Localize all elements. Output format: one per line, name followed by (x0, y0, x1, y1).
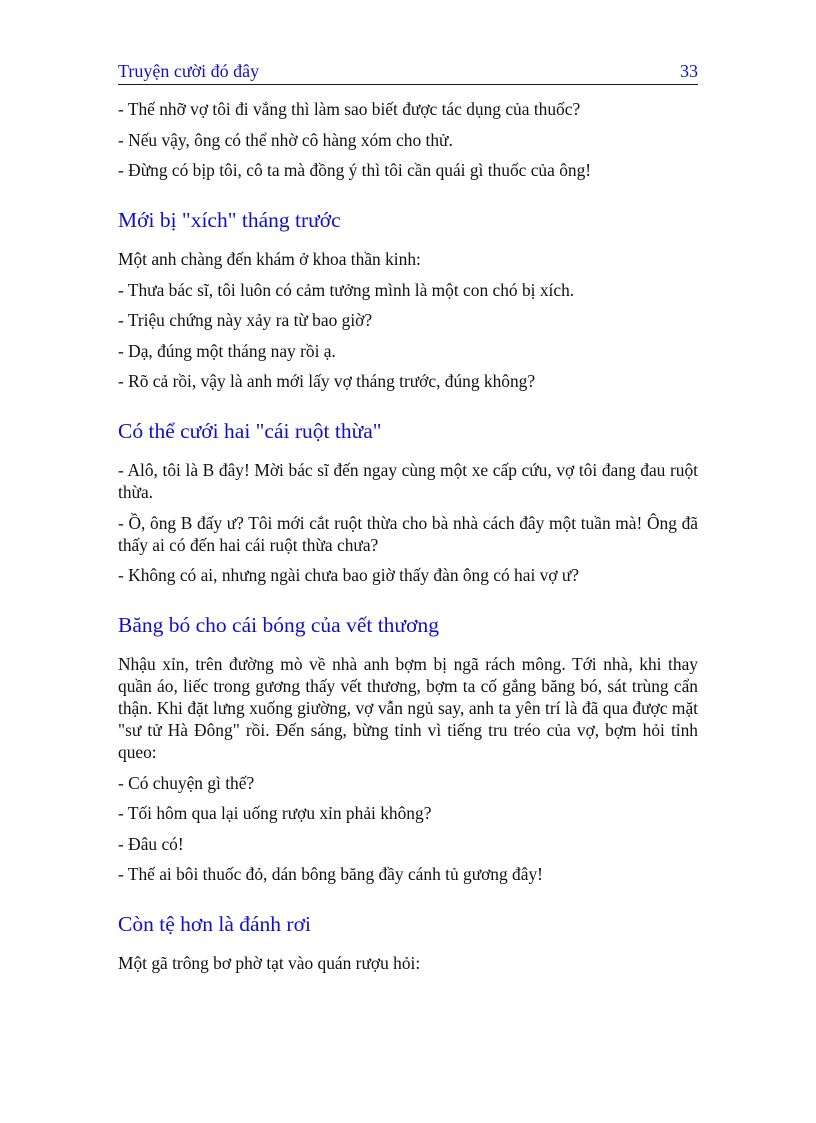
paragraph: - Không có ai, nhưng ngài chưa bao giờ thấy đàn ông có hai vợ ư? (118, 565, 580, 585)
story-title: Còn tệ hơn là đánh rơi (118, 912, 311, 936)
page-header (118, 58, 698, 85)
paragraph: - Ồ, ông B đấy ư? Tôi mới cắt ruột thừa cho bà nhà cách đây một tuần mà! Ông đã thấy ai có đến hai cái ruột thừa chưa? (118, 512, 698, 555)
paragraph: - Dạ, đúng một tháng nay rồi ạ. (118, 340, 336, 361)
story-section (118, 911, 698, 974)
story-title: Có thể cưới hai "cái ruột thừa" (118, 419, 382, 443)
story-continuation (118, 98, 698, 181)
paragraph: - Rõ cả rồi, vậy là anh mới lấy vợ tháng trước, đúng không? (118, 371, 536, 391)
paragraph: - Alô, tôi là B đây! Mời bác sĩ đến ngay cùng một xe cấp cứu, vợ tôi đang đau ruột thừa. (118, 460, 698, 502)
paragraph: - Đừng có bịp tôi, cô ta mà đồng ý thì tôi cần quái gì thuốc của ông! (118, 160, 592, 180)
paragraph: - Tối hôm qua lại uống rượu xỉn phải không? (118, 803, 432, 823)
paragraph: Một anh chàng đến khám ở khoa thần kinh: (118, 249, 421, 269)
story-section (118, 418, 698, 586)
story-title: Băng bó cho cái bóng của vết thương (118, 613, 439, 637)
page-content (118, 98, 698, 983)
paragraph: - Thế ai bôi thuốc đỏ, dán bông băng đầy cánh tủ gương đây! (118, 864, 543, 884)
paragraph: - Triệu chứng này xảy ra từ bao giờ? (118, 310, 373, 330)
paragraph: - Nếu vậy, ông có thể nhờ cô hàng xóm cho thử. (118, 129, 453, 150)
page-number: 33 (680, 60, 698, 81)
paragraph: - Đâu có! (118, 833, 184, 854)
story-section (118, 612, 698, 885)
paragraph: - Có chuyện gì thế? (118, 772, 255, 793)
paragraph: - Thế nhỡ vợ tôi đi vắng thì làm sao biết được tác dụng của thuốc? (118, 99, 581, 119)
paragraph: Một gã trông bơ phờ tạt vào quán rượu hỏi: (118, 953, 421, 973)
story-title: Mới bị "xích" tháng trước (118, 208, 341, 232)
header-title: Truyện cười đó đây (118, 60, 260, 81)
paragraph: - Thưa bác sĩ, tôi luôn có cảm tưởng mình là một con chó bị xích. (118, 279, 575, 300)
paragraph: Nhậu xỉn, trên đường mò về nhà anh bợm bị ngã rách mông. Tới nhà, khi thay quần áo, liếc trong gương thấy vết thương, bợm ta cố gắng băng bó, sát trùng cẩn thận. Khi đặt lưng xuống giường, vợ vẫn ngủ say, anh ta yên trí là đã qua được mặt "sư tử Hà Đông" rồi. Đến sáng, bừng tỉnh vì tiếng tru tréo của vợ, bợm hỏi tỉnh queo: (118, 654, 698, 762)
story-section (118, 207, 698, 392)
